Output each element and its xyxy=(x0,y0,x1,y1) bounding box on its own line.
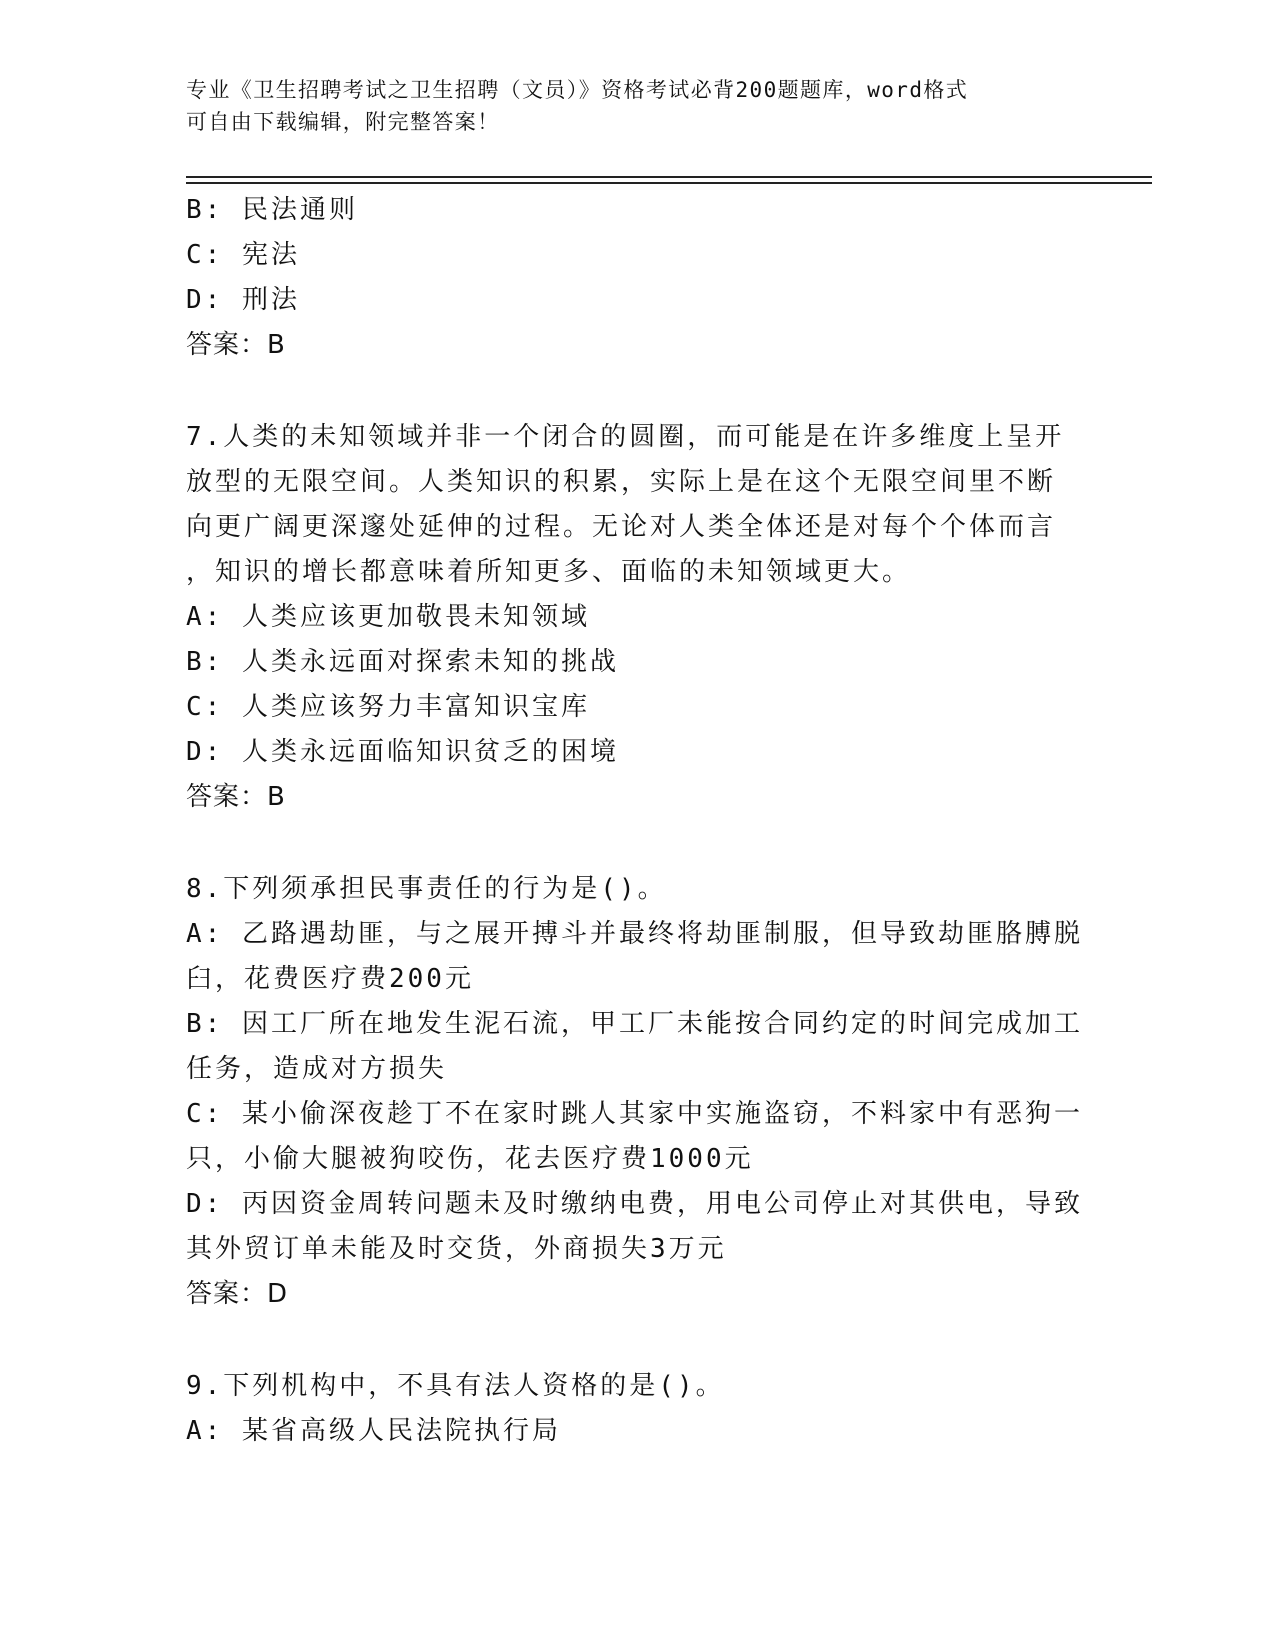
q8-option-c-line: 只，小偷大腿被狗咬伤，花去医疗费1000元 xyxy=(186,1144,754,1174)
header-line-1: 专业《卫生招聘考试之卫生招聘（文员）》资格考试必背200题题库，word格式 xyxy=(186,78,969,102)
q7-question-line: 7.人类的未知领域并非一个闭合的圆圈，而可能是在许多维度上呈开 xyxy=(186,422,1065,452)
q8-option-b-line: 任务，造成对方损失 xyxy=(186,1054,448,1084)
q9-option-a: A: 某省高级人民法院执行局 xyxy=(186,1416,561,1446)
q7-option-c: C: 人类应该努力丰富知识宝库 xyxy=(186,692,590,722)
q7-question-line: ，知识的增长都意味着所知更多、面临的未知领域更大。 xyxy=(186,557,912,587)
q6-option-d: D: 刑法 xyxy=(186,285,300,315)
header-rule-top xyxy=(186,176,1152,178)
q8-option-c-line: C: 某小偷深夜趁丁不在家时跳人其家中实施盗窃，不料家中有恶狗一 xyxy=(186,1099,1083,1129)
q6-option-b: B: 民法通则 xyxy=(186,195,358,225)
header-rule-bottom xyxy=(186,182,1152,184)
header-line-2: 可自由下载编辑，附完整答案！ xyxy=(186,110,500,134)
q7-answer: 答案：B xyxy=(186,782,286,812)
q8-question: 8.下列须承担民事责任的行为是()。 xyxy=(186,874,667,904)
q7-question-line: 放型的无限空间。人类知识的积累，实际上是在这个无限空间里不断 xyxy=(186,467,1057,497)
document-header xyxy=(186,74,1076,138)
q9-question: 9.下列机构中，不具有法人资格的是()。 xyxy=(186,1371,725,1401)
q8-option-b-line: B: 因工厂所在地发生泥石流，甲工厂未能按合同约定的时间完成加工 xyxy=(186,1009,1083,1039)
question-9-block xyxy=(186,1364,1086,1454)
question-7-block xyxy=(186,415,1086,820)
question-8-block xyxy=(186,867,1086,1317)
q7-question-line: 向更广阔更深邃处延伸的过程。无论对人类全体还是对每个个体而言 xyxy=(186,512,1057,542)
q7-option-b: B: 人类永远面对探索未知的挑战 xyxy=(186,647,619,677)
q7-option-a: A: 人类应该更加敬畏未知领域 xyxy=(186,602,590,632)
q8-option-d-line: D: 丙因资金周转问题未及时缴纳电费，用电公司停止对其供电，导致 xyxy=(186,1189,1083,1219)
question-6-block xyxy=(186,188,1086,368)
q8-option-a-line: A: 乙路遇劫匪，与之展开搏斗并最终将劫匪制服，但导致劫匪胳膊脱 xyxy=(186,919,1083,949)
q6-answer: 答案：B xyxy=(186,330,286,360)
q6-option-c: C: 宪法 xyxy=(186,240,300,270)
q8-option-a-line: 臼，花费医疗费200元 xyxy=(186,964,474,994)
q7-option-d: D: 人类永远面临知识贫乏的困境 xyxy=(186,737,619,767)
q8-answer: 答案：D xyxy=(186,1279,289,1309)
document-body xyxy=(186,188,1086,1454)
q8-option-d-line: 其外贸订单未能及时交货，外商损失3万元 xyxy=(186,1234,727,1264)
